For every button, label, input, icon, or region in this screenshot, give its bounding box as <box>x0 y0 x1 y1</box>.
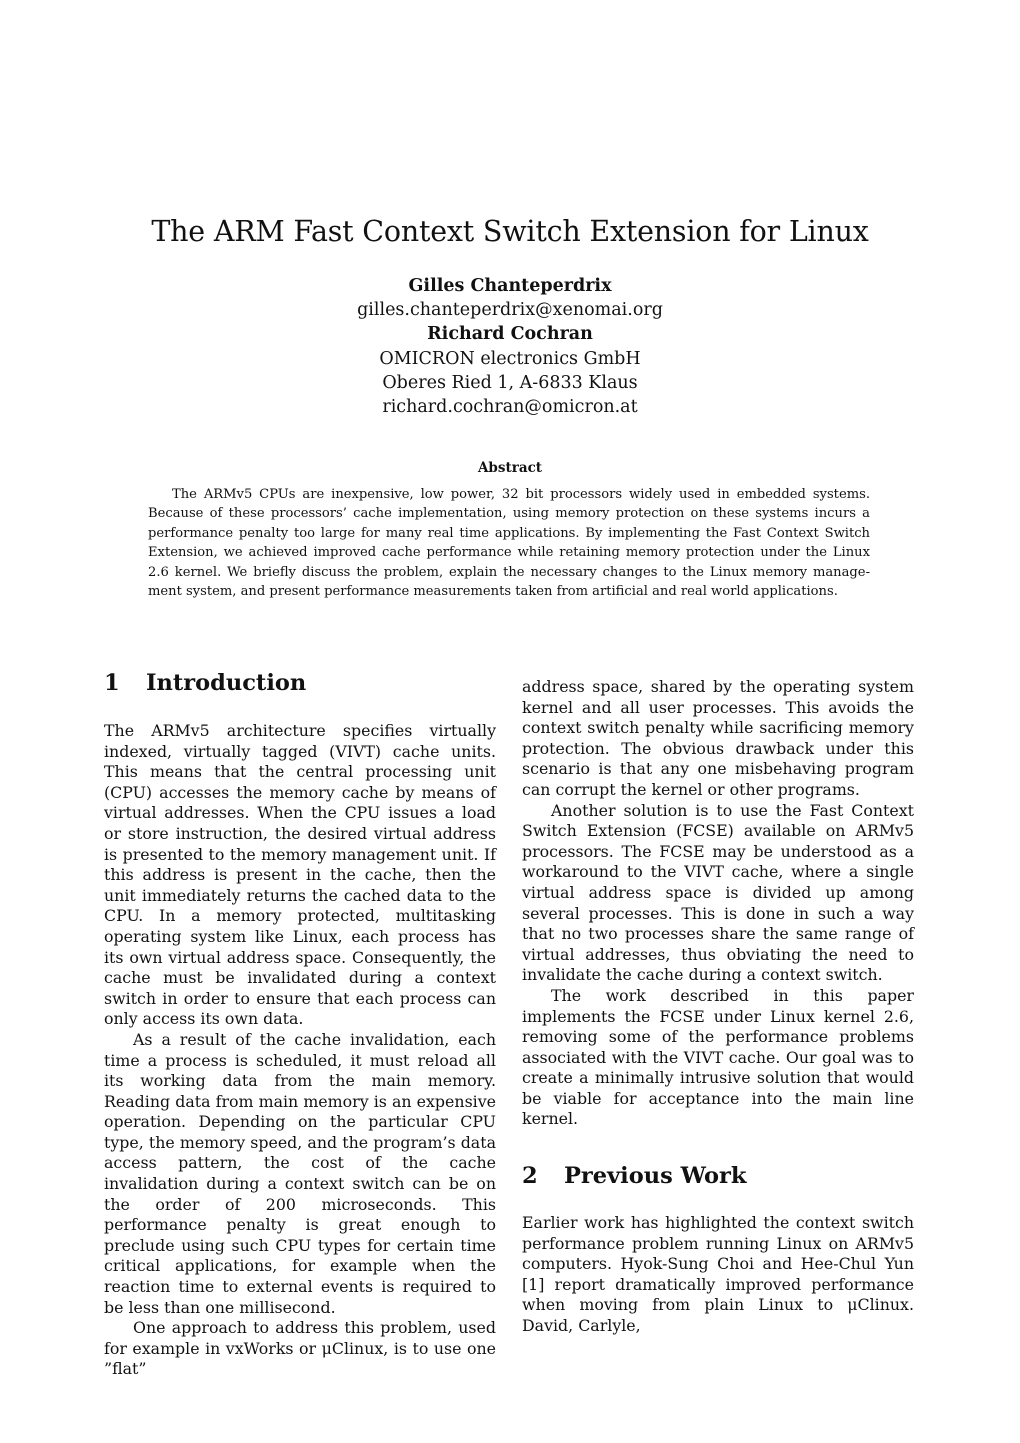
author-email: gilles.chanteperdrix@xenomai.org <box>357 300 663 321</box>
section-number: 2 <box>522 1163 538 1190</box>
abstract-heading: Abstract <box>477 460 543 476</box>
author-name: Gilles Chanteperdrix <box>408 276 612 296</box>
paragraph: As a result of the cache invalidation, each time a process is scheduled, it must reload all its working data from the main memory. Reading data from main memory is an expensive operation. Depending on the particular CPU type, the memory speed, and the program’s data access pattern, the cost of the cache invalidation during a context switch can be on the order of 200 microseconds. This performance penalty is great enough to preclude using such CPU types for certain time critical applications, for example when the reaction time to external events is required to be less than one millisecond. <box>104 1029 496 1317</box>
author-name: Richard Cochran <box>427 324 593 345</box>
section-title: Previous Work <box>564 1163 747 1190</box>
section-number: 1 <box>104 670 120 696</box>
paragraph: One approach to address this problem, used for example in vxWorks or μClinux, is to use one ”flat” <box>104 1318 496 1379</box>
section-heading-previous-work <box>522 1161 914 1191</box>
left-column <box>104 668 496 1380</box>
section-heading-introduction <box>104 668 496 698</box>
author-block <box>0 274 1020 419</box>
section-title: Introduction <box>146 670 307 696</box>
abstract-text: The ARMv5 CPUs are inexpensive, low power, 32 bit processors widely used in embedded systems. Because of these processors’ cache implementation, using memory protection on these systems incurs a performance penalty too large for many real time applications. By implementing the Fast Context Switch Extension, we achieved improved cache performance while retaining memory protection under the Linux 2.6 kernel. We briefly discuss the problem, explain the necessary changes to the Linux memory management system, and present performance measurements taken from artificial and real world applications. <box>148 487 870 600</box>
paragraph: The work described in this paper implements the FCSE under Linux kernel 2.6, removing some of the performance problems associated with the VIVT cache. Our goal was to create a minimally intrusive solution that would be viable for acceptance into the main line kernel. <box>522 985 914 1129</box>
author-email: richard.cochran@omicron.at <box>382 397 638 418</box>
paragraph: Earlier work has highlighted the context switch performance problem running Linux on ARMv5 computers. Hyok-Sung Choi and Hee-Chul Yun [1] report dramatically improved performance when moving from plain Linux to μClinux. David, Carlyle, <box>522 1213 914 1336</box>
author-affiliation: OMICRON electronics GmbH <box>379 348 641 369</box>
paragraph: address space, shared by the operating system kernel and all user processes. This avoids the context switch penalty while sacrificing memory protection. The obvious drawback under this scenario is that any one misbehaving program can corrupt the kernel or other programs. <box>522 677 914 799</box>
paragraph: The ARMv5 architecture specifies virtually indexed, virtually tagged (VIVT) cache units. This means that the central processing unit (CPU) accesses the memory cache by means of virtual addresses. When the CPU issues a load or store instruction, the desired virtual address is presented to the memory management unit. If this address is present in the cache, then the unit immediately returns the cached data to the CPU. In a memory protected, multitasking operating system like Linux, each process has its own virtual address space. Consequently, the cache must be invalidated during a context switch in order to ensure that each process can only access its own data. <box>104 721 496 1029</box>
paper-title: The ARM Fast Context Switch Extension for Linux <box>151 215 869 248</box>
author-address: Oberes Ried 1, A-6833 Klaus <box>382 372 638 393</box>
paragraph: Another solution is to use the Fast Context Switch Extension (FCSE) available on ARMv5 processors. The FCSE may be understood as a workaround to the VIVT cache, where a single virtual address space is divided up among several processes. This is done in such a way that no two processes share the same range of virtual addresses, thus obviating the need to invalidate the cache during a context switch. <box>522 800 914 985</box>
right-column <box>522 677 914 1337</box>
